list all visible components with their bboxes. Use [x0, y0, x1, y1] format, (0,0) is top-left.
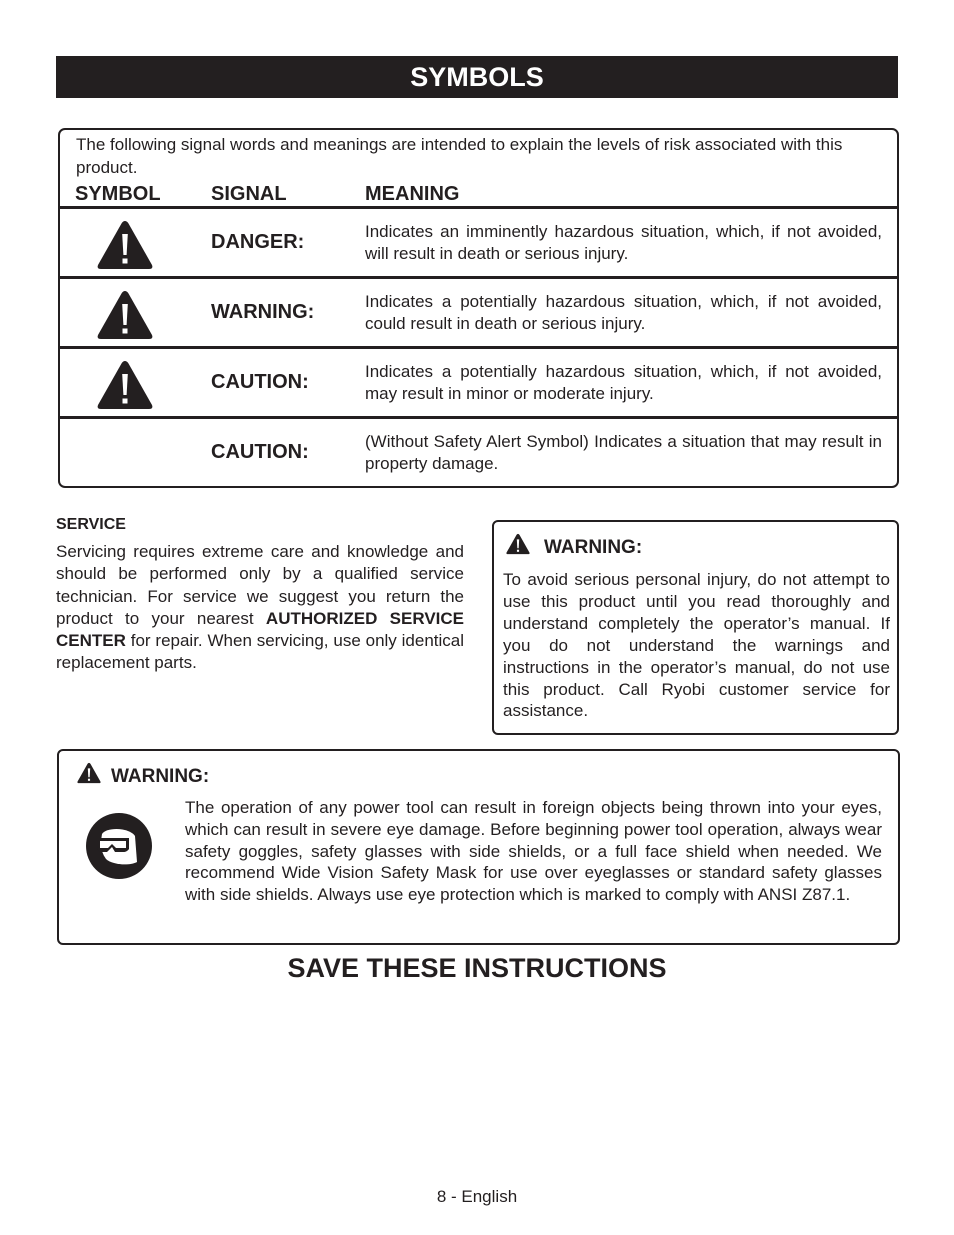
symbols-intro: The following signal words and meanings are intended to explain the levels of risk associated with this product.	[76, 135, 843, 177]
header-symbol: SYMBOL	[75, 183, 161, 205]
signal-word: DANGER:	[211, 231, 305, 253]
symbols-table	[58, 128, 899, 488]
symbols-banner: SYMBOLS	[56, 56, 898, 98]
signal-word: CAUTION:	[211, 371, 309, 393]
manual-warning-box	[492, 520, 899, 735]
signal-meaning: Indicates a potentially hazardous situation, which, if not avoided, could result in death or serious injury.	[365, 292, 882, 333]
safety-alert-icon	[505, 533, 531, 555]
safety-alert-icon	[76, 762, 102, 784]
table-row-warning	[60, 276, 897, 346]
safety-alert-icon	[96, 359, 154, 411]
signal-word: WARNING:	[211, 301, 315, 323]
safety-goggles-icon	[85, 812, 153, 880]
safety-alert-icon	[96, 289, 154, 341]
table-row-caution	[60, 346, 897, 416]
warning-text: To avoid serious personal injury, do not attempt to use this product until you read thoroughly and understand completely the operator’s manual. If you do not understand the warnings and instructions in the operator’s manual, do not use this product. Call Ryobi customer service for assistance.	[503, 570, 890, 721]
page-footer: 8 - English	[436, 1187, 518, 1206]
header-meaning: MEANING	[365, 183, 460, 205]
service-text-start: Servicing requires extreme care and knowledge and should be performed only by a qualified service technician. For service we suggest you return the product to your nearest	[56, 542, 464, 628]
service-paragraph	[56, 541, 464, 675]
signal-meaning: (Without Safety Alert Symbol) Indicates a situation that may result in property damage.	[365, 432, 882, 473]
service-heading: SERVICE	[56, 516, 126, 533]
service-text-end: for repair. When servicing, use only identical replacement parts.	[56, 631, 464, 673]
signal-meaning: Indicates a potentially hazardous situation, which, if not avoided, may result in minor or moderate injury.	[365, 362, 882, 403]
safety-alert-icon	[96, 219, 154, 271]
signal-word: CAUTION:	[211, 441, 309, 463]
table-row-danger	[60, 206, 897, 276]
header-signal: SIGNAL	[211, 183, 287, 205]
warning-title: WARNING:	[111, 766, 210, 787]
eye-protection-warning-box	[57, 749, 900, 945]
save-instructions-heading: SAVE THESE INSTRUCTIONS	[287, 953, 667, 983]
signal-meaning: Indicates an imminently hazardous situation, which, if not avoided, will result in death or serious injury.	[365, 222, 882, 263]
warning-text: The operation of any power tool can result in foreign objects being thrown into your eyes, which can result in severe eye damage. Before beginning power tool operation, always wear safety goggles, safety glasses with side shields, or a full face shield when needed. We recommend Wide Vision Safety Mask for use over eyeglasses or standard safety glasses with side shields. Always use eye protection which is marked to comply with ANSI Z87.1.	[185, 798, 882, 905]
warning-title: WARNING:	[544, 537, 643, 558]
service-text-bold: AUTHORIZED SERVICE CENTER	[56, 608, 464, 651]
table-row-caution-no-symbol	[60, 416, 897, 486]
